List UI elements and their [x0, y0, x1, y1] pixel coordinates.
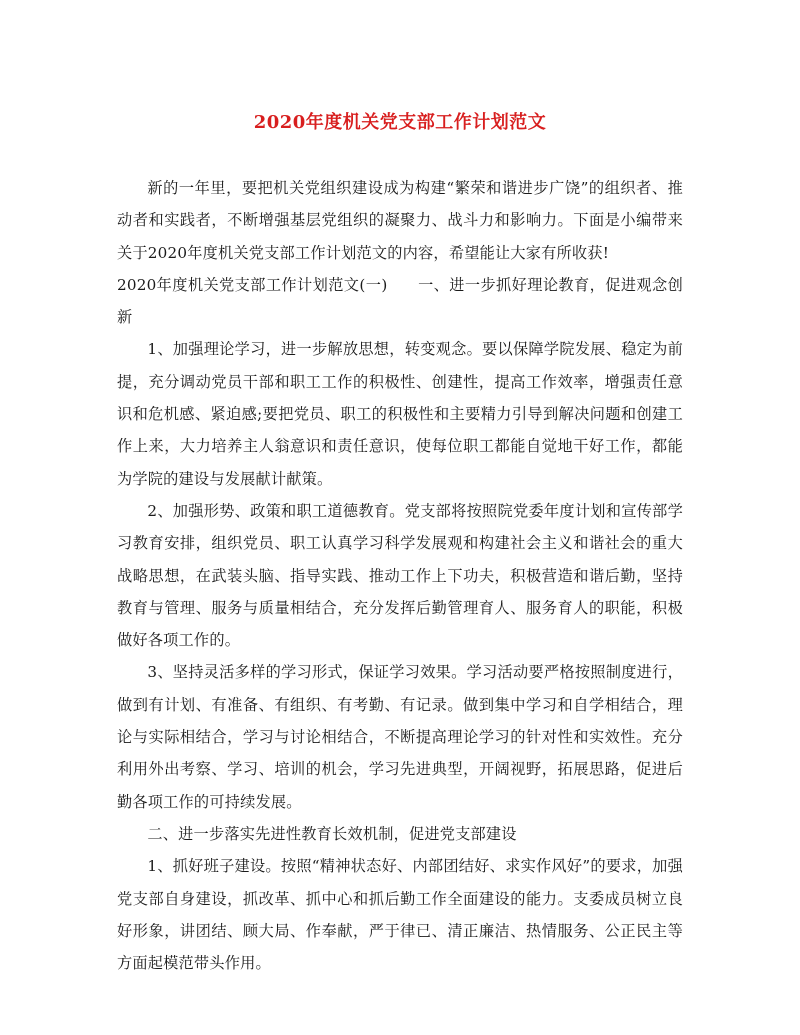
- document-body: [117, 172, 683, 979]
- subtitle-text: 2020年度机关党支部工作计划范文(一): [117, 275, 388, 294]
- intro-text: 新的一年里，要把机关党组织建设成为构建“繁荣和谐进步广饶”的组织者、推动者和实践者，不断增强基层党组织的凝聚力、战斗力和影响力。下面是小编带来关于2020年度机关党支部工作计划范文的内容，希望能让大家有所收获!: [117, 179, 683, 262]
- paragraph-1: 1、加强理论学习，进一步解放思想，转变观念。要以保障学院发展、稳定为前提，充分调动党员干部和职工工作的积极性、创建性，提高工作效率，增强责任意识和危机感、紧迫感;要把党员、职工的积极性和主要精力引导到解决问题和创建工作上来，大力培养主人翁意识和责任意识，使每位职工都能自觉地干好工作，都能为学院的建设与发展献计献策。: [117, 340, 683, 488]
- section2-heading: 二、进一步落实先进性教育长效机制，促进党支部建设: [147, 824, 517, 843]
- intro-paragraph: [117, 172, 683, 333]
- document-title: 2020年度机关党支部工作计划范文: [253, 112, 547, 133]
- section1-heading: 一、进一步抓好理论教育，促进观念创新: [117, 275, 683, 327]
- paragraph-2: 2、加强形势、政策和职工道德教育。党支部将按照院党委年度计划和宣传部学习教育安排，组织党员、职工认真学习科学发展观和构建社会主义和谐社会的重大战略思想，在武装头脑、指导实践、推动工作上下功夫，积极营造和谐后勤，坚持教育与管理、服务与质量相结合，充分发挥后勤管理育人、服务育人的职能，积极做好各项工作的。: [117, 501, 683, 650]
- paragraph-4: 1、抓好班子建设。按照“精神状态好、内部团结好、求实作风好”的要求，加强党支部自身建设，抓改革、抓中心和抓后勤工作全面建设的能力。支委成员树立良好形象，讲团结、顾大局、作奉献，严于律已、清正廉洁、热情服务、公正民主等方面起模范带头作用。: [117, 857, 683, 973]
- paragraph-3: 3、坚持灵活多样的学习形式，保证学习效果。学习活动要严格按照制度进行，做到有计划、有准备、有组织、有考勤、有记录。做到集中学习和自学相结合，理论与实际相结合，学习与讨论相结合，不断提高理论学习的针对性和实效性。充分利用外出考察、学习、培训的机会，学习先进典型，开阔视野，拓展思路，促进后勤各项工作的可持续发展。: [117, 663, 683, 811]
